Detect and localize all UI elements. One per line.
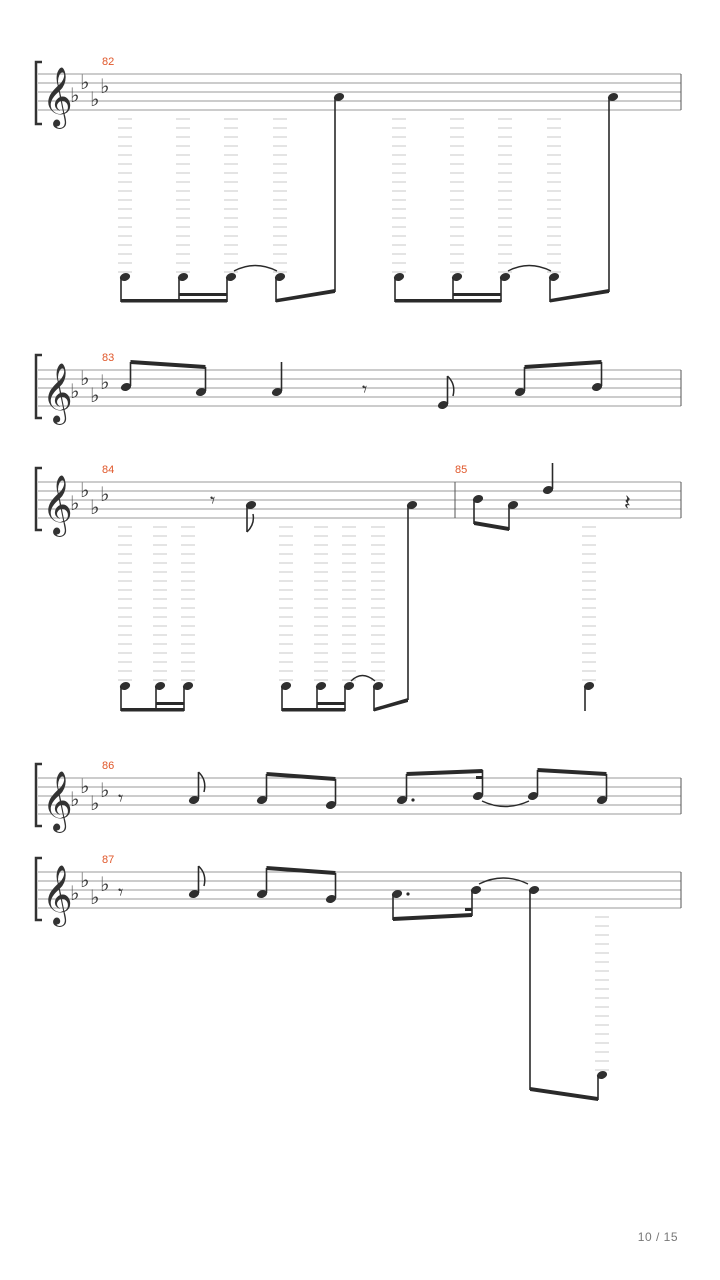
beam — [538, 768, 607, 776]
eighth-rest-icon: 𝄾 — [118, 786, 124, 810]
ledger-lines — [118, 119, 287, 272]
svg-text:♭: ♭ — [70, 881, 80, 905]
svg-text:♭: ♭ — [70, 379, 80, 403]
tie — [234, 266, 277, 272]
beam — [374, 698, 408, 712]
beam — [465, 908, 472, 911]
svg-text:♭: ♭ — [100, 872, 110, 896]
treble-clef-icon: 𝄞 — [42, 363, 73, 423]
treble-clef-icon: 𝄞 — [42, 865, 73, 925]
beam — [476, 776, 483, 779]
beam — [317, 702, 345, 705]
svg-text:♭: ♭ — [70, 787, 80, 811]
beam — [267, 866, 336, 875]
svg-text:♭: ♭ — [80, 774, 90, 798]
note-group — [118, 866, 609, 1101]
key-signature — [70, 70, 109, 111]
eighth-rest-icon: 𝄾 — [210, 488, 216, 512]
measure-number: 82 — [102, 56, 115, 68]
flag — [247, 514, 253, 532]
measure-number: 87 — [102, 854, 115, 866]
staff-lines — [38, 482, 681, 518]
treble-clef-icon: 𝄞 — [42, 475, 73, 535]
beam — [474, 521, 509, 531]
system-5 — [36, 854, 681, 1101]
beam — [276, 289, 335, 303]
note-group — [119, 92, 345, 303]
note-group — [118, 768, 608, 810]
beam — [267, 772, 336, 781]
svg-text:♭: ♭ — [100, 370, 110, 394]
beam — [395, 299, 501, 303]
staff-lines — [38, 778, 681, 814]
page-indicator: 10 / 15 — [637, 1230, 678, 1244]
flag — [199, 866, 205, 886]
beam — [393, 913, 472, 921]
measure-number: 85 — [455, 464, 468, 476]
key-signature — [70, 366, 109, 407]
system-4 — [36, 760, 681, 833]
staff-lines — [38, 872, 681, 908]
beam — [550, 289, 609, 303]
beam — [407, 769, 483, 776]
svg-text:♭: ♭ — [90, 885, 100, 909]
treble-clef-icon: 𝄞 — [42, 67, 73, 127]
system-1 — [36, 56, 681, 303]
system-2 — [36, 352, 681, 425]
svg-text:♭: ♭ — [90, 495, 100, 519]
svg-text:♭: ♭ — [90, 383, 100, 407]
system-3 — [36, 463, 681, 712]
staff-lines — [38, 370, 681, 406]
beam — [131, 360, 206, 369]
beam — [530, 1087, 598, 1101]
svg-text:♭: ♭ — [100, 74, 110, 98]
beam — [121, 708, 184, 712]
beam — [453, 293, 501, 296]
eighth-rest-icon: 𝄾 — [362, 377, 368, 401]
svg-text:♭: ♭ — [100, 778, 110, 802]
quarter-rest-icon: 𝄽 — [624, 491, 631, 516]
svg-text:♭: ♭ — [80, 478, 90, 502]
svg-text:♭: ♭ — [80, 70, 90, 94]
svg-text:♭: ♭ — [70, 491, 80, 515]
beam — [121, 299, 227, 303]
key-signature — [70, 774, 109, 815]
svg-text:♭: ♭ — [100, 482, 110, 506]
measure-number: 84 — [102, 464, 115, 476]
tie — [482, 801, 529, 807]
staff-lines — [38, 74, 681, 110]
svg-text:♭: ♭ — [90, 791, 100, 815]
tie — [508, 266, 551, 272]
beam — [179, 293, 227, 296]
treble-clef-icon: 𝄞 — [42, 771, 73, 831]
flag — [199, 772, 205, 792]
svg-text:♭: ♭ — [80, 868, 90, 892]
key-signature — [70, 868, 109, 909]
svg-text:♭: ♭ — [90, 87, 100, 111]
beam — [525, 360, 602, 369]
svg-text:♭: ♭ — [70, 83, 80, 107]
key-signature — [70, 478, 109, 519]
dot — [411, 798, 414, 801]
note-group — [120, 360, 603, 410]
svg-text:♭: ♭ — [80, 366, 90, 390]
dot — [406, 892, 409, 895]
note-group — [392, 92, 619, 303]
measure-number: 83 — [102, 352, 115, 364]
beam — [156, 702, 184, 705]
measure-number: 86 — [102, 760, 115, 772]
eighth-rest-icon: 𝄾 — [118, 880, 124, 904]
beam — [282, 708, 345, 712]
